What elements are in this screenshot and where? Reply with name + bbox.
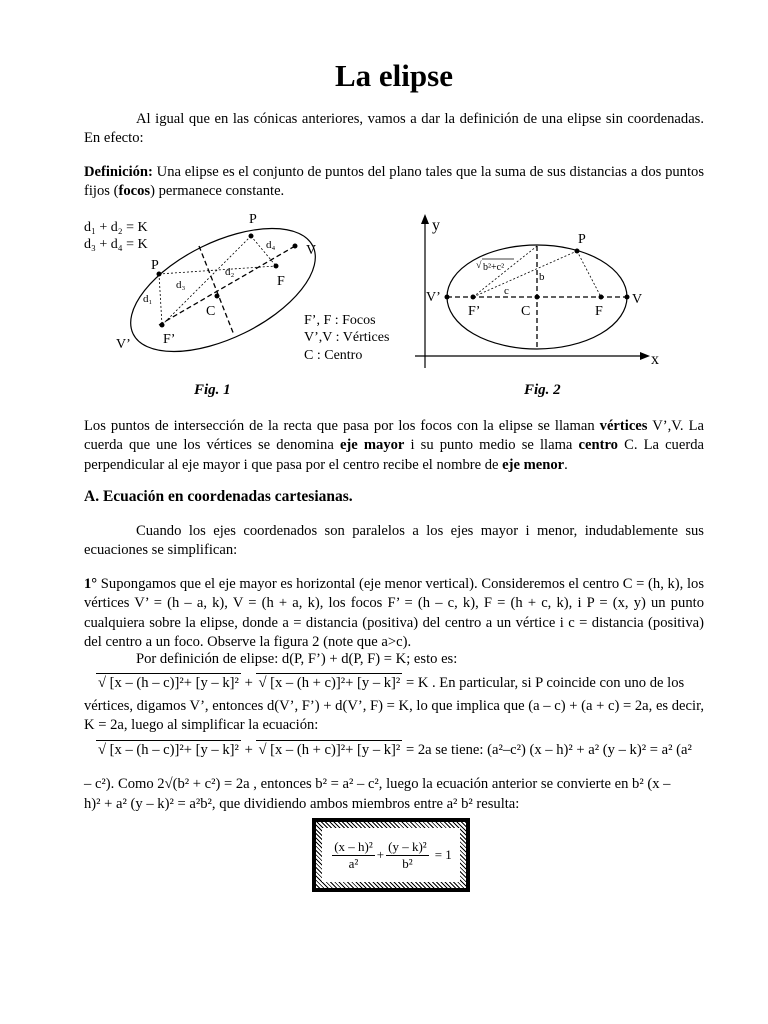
fig2-label-b: b <box>539 271 545 283</box>
sqrt-term-4: √ [x – (h + c)]²+ [y – k]² <box>258 742 401 758</box>
definition-text-a: Una elipse es el conjunto de puntos del plano tales que la suma de sus distancias a dos puntos fijos ( <box>84 164 704 200</box>
fig1-legend-centro: C : Centro <box>304 348 363 363</box>
fig2-x-arrow <box>640 352 650 360</box>
fig1-label-d3: d₃ <box>176 279 186 291</box>
fig1-minor-axis <box>199 246 234 335</box>
fig2-pf-prime-line <box>473 251 577 297</box>
fig1-point-f <box>274 264 279 269</box>
equation-line-1: √ [x – (h – c)]²+ [y – k]² + √ [x – (h + c)]²+ [y – k]² = K . En particular, si P coincide con uno de los <box>98 675 685 691</box>
section-intro-paragraph: Cuando los ejes coordenados son paralelos a los ejes mayor i menor, indudablemente sus ecuaciones se simplifican: <box>84 523 704 559</box>
fig1-label-v-prime: V’ <box>116 337 131 352</box>
fig2-label-x: x <box>651 351 659 368</box>
fig2-point-v-prime <box>445 295 450 300</box>
sqrt-term-1: √ [x – (h – c)]²+ [y – k]² <box>98 675 239 691</box>
fig1-label-v: V <box>306 243 317 258</box>
fig1-point-p-top <box>249 234 254 239</box>
fig1-label-f: F <box>277 274 285 289</box>
vertices-text-c: i su punto medio se llama <box>404 437 579 454</box>
fig2-label-sqrt: b²+c² <box>483 262 505 273</box>
fig2-point-p <box>575 249 580 254</box>
fig2-y-arrow <box>421 214 429 224</box>
intro-paragraph: Al igual que en las cónicas anteriores, vamos a dar la definición de una elipse sin coordenadas. En efecto: <box>84 111 704 147</box>
sqrt-term-2-text: [x – (h + c)]²+ [y – k]² <box>270 675 401 691</box>
result-line: h)² + a² (y – k)² = a²b², que dividiendo ambos miembros entre a² b² resulta: <box>84 796 520 812</box>
fig1-caption: Fig. 1 <box>194 382 231 398</box>
sqrt-term-4-text: [x – (h + c)]²+ [y – k]² <box>270 742 401 758</box>
fig2-label-p: P <box>578 232 586 247</box>
formula-plus: + <box>376 847 385 862</box>
formula-den-y: b² <box>402 855 413 871</box>
fig2-label-f-prime: F’ <box>468 304 481 319</box>
fig2-caption: Fig. 2 <box>524 382 561 398</box>
formula-num-y: (y – k)² <box>388 838 427 854</box>
fig2-point-v <box>625 295 630 300</box>
formula-den-x: a² <box>348 855 359 871</box>
equation-line-1-tail: = K . En particular, si P coincide con uno de los <box>402 675 685 691</box>
fig1-label-p-left: P <box>151 258 159 273</box>
vertices-paragraph <box>84 417 704 475</box>
sqrt-term-3-text: [x – (h – c)]²+ [y – k]² <box>109 742 239 758</box>
fig1-label-d2: d₂ <box>225 266 235 278</box>
fig2-sqrt-sign: √ <box>476 260 482 271</box>
formula-num-x: (x – h)² <box>334 838 373 854</box>
fig1-d1-line <box>159 274 162 325</box>
figure-diagrams <box>84 208 704 408</box>
fig1-label-p-top: P <box>249 212 257 227</box>
formula-rhs: = 1 <box>434 847 452 862</box>
fig1-point-v <box>293 244 298 249</box>
fig2-label-c: C <box>521 304 531 319</box>
definition-focos: focos <box>118 183 151 200</box>
ellipse-formula-box <box>312 818 470 892</box>
fig2-label-v-prime: V’ <box>426 290 441 305</box>
formula-fraction-y <box>386 839 429 872</box>
fig1-label-f-prime: F’ <box>163 332 176 347</box>
case1-number: 1° <box>84 576 98 592</box>
fig2-point-f-prime <box>471 295 476 300</box>
definition-text-b: ) permanece constante. <box>150 183 285 200</box>
figure-2 <box>415 214 659 368</box>
como-line: – c²). Como 2√(b² + c²) = 2a , entonces b² = a² – c², luego la ecuación anterior se convierte en b² (x – <box>84 776 671 792</box>
page-title: La elipse <box>335 58 453 93</box>
sqrt-term-1-text: [x – (h – c)]²+ [y – k]² <box>109 675 239 691</box>
sqrt-term-2: √ [x – (h + c)]²+ [y – k]² <box>258 675 401 691</box>
vertices-text-b: V’,V. La cuerda que une los vértices se denomina <box>84 418 704 454</box>
vertices-text-d: C. La cuerda perpendicular al eje mayor i que pasa por el centro recibe el nombre de <box>84 437 704 473</box>
ellipse-formula <box>322 828 460 882</box>
case1-text: Supongamos que el eje mayor es horizontal (eje menor vertical). Consideremos el centro C = (h, k), los vértices V’ = (h – a, k), V = (h + a, k), los focos F’ = (h – c, k), F = (h + c, k), i P = (x, y) un punto cualquiera sobre la elipse, donde a = distancia (positiva) del centro a un vértice i c = distancia (positiva) del centro a un foco. Observe la figura 2 (note que a>c). <box>84 576 704 650</box>
fig1-point-f-prime <box>160 323 165 328</box>
fig1-label-d1: d₁ <box>143 293 153 305</box>
fig1-eq1: d₁ + d₂ = K <box>84 220 148 235</box>
centro-term: centro <box>578 437 618 454</box>
vertices-text-e: . <box>564 456 568 473</box>
fig2-label-c-distance: c <box>504 285 509 297</box>
fig1-label-d4: d₄ <box>266 239 276 251</box>
eje-mayor-term: eje mayor <box>339 437 405 454</box>
fig2-label-y: y <box>432 217 440 234</box>
figure-1 <box>84 208 389 377</box>
figures-area <box>84 208 704 408</box>
fig1-legend-vertices: V’,V : Vértices <box>304 330 390 345</box>
fig2-label-v: V <box>632 292 643 307</box>
case1-paragraph <box>84 575 704 652</box>
fig1-eq2: d₃ + d₄ = K <box>84 237 148 252</box>
fig2-point-c <box>535 295 540 300</box>
equation-line-2: √ [x – (h – c)]²+ [y – k]² + √ [x – (h + c)]²+ [y – k]² = 2a se tiene: (a²–c²) (x – h)² + a² (y – k)² = a² (a² <box>98 742 692 758</box>
eje-menor-term: eje menor <box>502 456 565 473</box>
vertices-case-paragraph: vértices, digamos V’, entonces d(V’, F’) + d(V’, F) = K, lo que implica que (a – c) + (a + c) = 2a, es decir, K = 2a, luego al simplificar la ecuación: <box>84 698 704 734</box>
fig1-point-c <box>215 294 220 299</box>
vertices-term: vértices <box>599 418 648 434</box>
fig2-point-f <box>599 295 604 300</box>
sqrt-term-3: √ [x – (h – c)]²+ [y – k]² <box>98 742 239 758</box>
definition-label: Definición: <box>84 164 153 180</box>
fig2-label-f: F <box>595 304 603 319</box>
vertices-text-a: Los puntos de intersección de la recta que pasa por los focos con la elipse se llaman <box>84 418 600 434</box>
formula-fraction-x <box>332 839 375 872</box>
definition-paragraph <box>84 163 704 202</box>
definition-equation-line: Por definición de elipse: d(P, F’) + d(P, F) = K; esto es: <box>136 651 458 667</box>
fig1-legend-focos: F’, F : Focos <box>304 313 376 328</box>
fig1-label-c: C <box>206 304 216 319</box>
section-heading: A. Ecuación en coordenadas cartesianas. <box>84 488 353 505</box>
equation-line-2-tail: = 2a se tiene: (a²–c²) (x – h)² + a² (y – k)² = a² (a² <box>402 742 692 758</box>
